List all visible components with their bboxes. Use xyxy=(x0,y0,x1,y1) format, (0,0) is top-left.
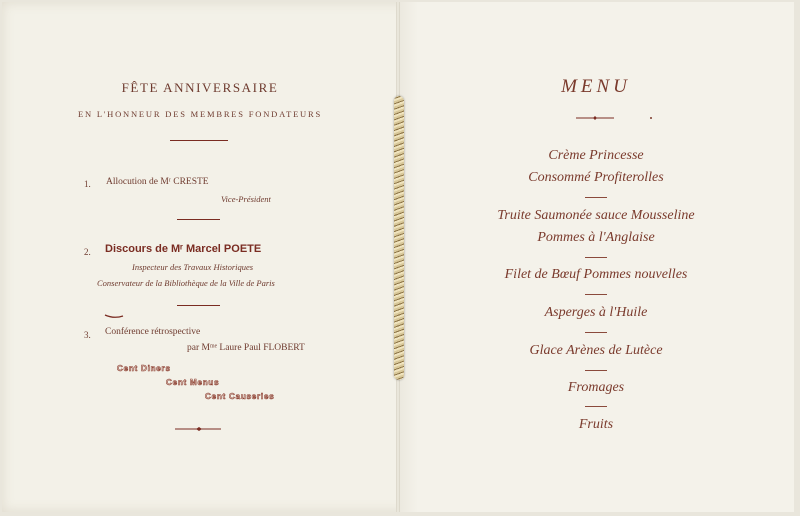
menu-course: Fruits xyxy=(578,417,614,432)
subtopic: Cent Causeries xyxy=(205,392,275,401)
menu-course: Crème Princesse xyxy=(548,148,644,163)
menu-card xyxy=(2,2,794,512)
menu-course: Truite Saumonée sauce Mousseline xyxy=(497,208,695,223)
menu-course: Glace Arènes de Lutèce xyxy=(529,343,663,358)
item-2-number: 2. xyxy=(84,247,91,257)
ornament-icon xyxy=(575,115,615,121)
item-1-text: Allocution de Mʳ CRESTE xyxy=(106,177,209,187)
item-3-number: 3. xyxy=(84,330,91,340)
item-1-number: 1. xyxy=(84,179,91,189)
divider xyxy=(177,305,220,306)
menu-course: Consommé Profiterolles xyxy=(528,170,664,185)
left-page xyxy=(2,2,398,512)
subtopic: Cent Menus xyxy=(166,378,220,387)
event-subtitle: EN L'HONNEUR DES MEMBRES FONDATEURS xyxy=(78,109,322,119)
divider xyxy=(585,406,607,407)
item-2-role-line1: Inspecteur des Travaux Historiques xyxy=(132,262,254,272)
item-2-role-line2: Conservateur de la Bibliothèque de la Ville de Paris xyxy=(97,278,275,288)
divider xyxy=(170,140,228,141)
divider xyxy=(585,332,607,333)
ink-dot xyxy=(650,117,652,119)
item-3-speaker: par Mᵐᵉ Laure Paul FLOBERT xyxy=(187,343,305,353)
divider xyxy=(585,370,607,371)
divider xyxy=(585,294,607,295)
divider xyxy=(177,219,220,220)
item-3-text: Conférence rétrospective xyxy=(105,327,201,337)
event-title: FÊTE ANNIVERSAIRE xyxy=(121,80,279,95)
divider xyxy=(585,257,607,258)
menu-course: Fromages xyxy=(567,380,625,395)
menu-course: Filet de Bœuf Pommes nouvelles xyxy=(504,267,688,282)
ornament-icon xyxy=(104,313,124,319)
subtopic: Cent Diners xyxy=(117,364,171,373)
menu-course: Asperges à l'Huile xyxy=(544,305,648,320)
item-2-text: Discours de Mʳ Marcel POETE xyxy=(105,243,262,255)
menu-course: Pommes à l'Anglaise xyxy=(537,230,655,245)
item-1-role: Vice-Président xyxy=(221,194,271,204)
ornament-icon xyxy=(174,426,222,432)
divider xyxy=(585,197,607,198)
menu-title: MENU xyxy=(561,76,631,97)
